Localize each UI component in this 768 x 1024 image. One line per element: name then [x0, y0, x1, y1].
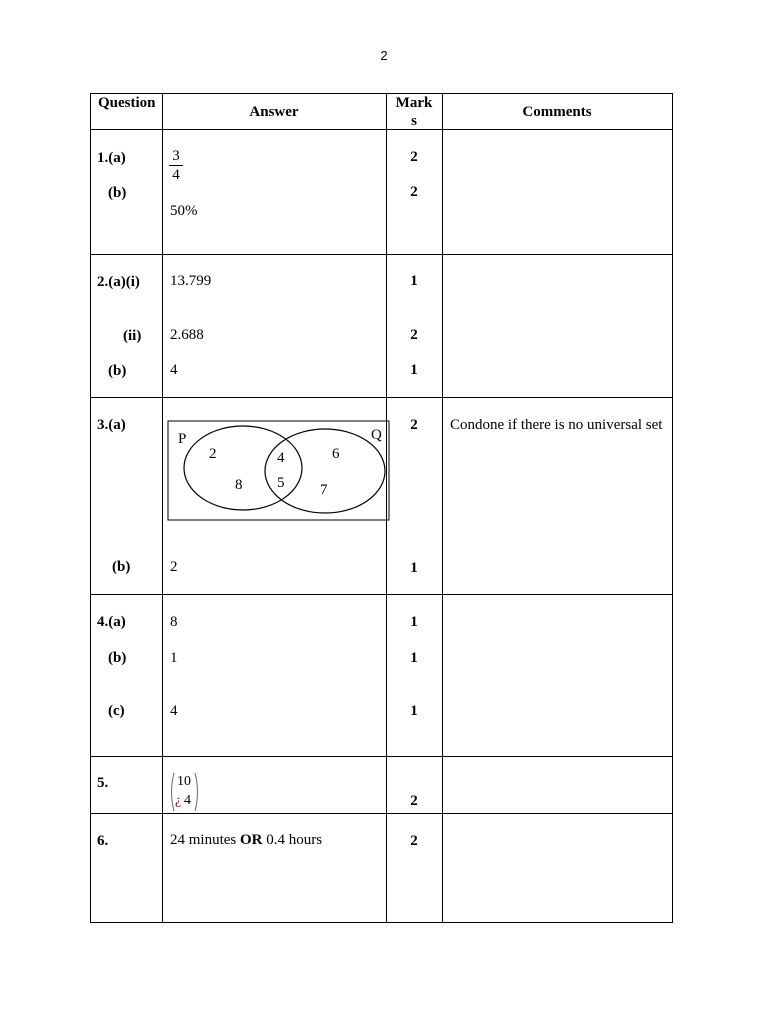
row-divider: [90, 594, 673, 595]
marks-value: 2: [410, 793, 418, 809]
table-border-top: [90, 93, 673, 94]
venn-element: 7: [320, 482, 328, 498]
marks-value: 2: [410, 149, 418, 165]
left-bracket: [172, 773, 175, 811]
marks-value: 2: [410, 417, 418, 433]
header-comments: Comments: [522, 104, 592, 120]
fraction-answer: [169, 148, 183, 183]
column-divider: [162, 93, 163, 923]
fraction-numerator: 3: [172, 148, 180, 164]
question-label: (ii): [123, 328, 142, 344]
set-p-label: P: [178, 431, 187, 447]
header-answer: Answer: [249, 104, 299, 120]
venn-element: 2: [209, 446, 217, 462]
header-marks-line2: s: [411, 113, 417, 129]
fraction-bar: [169, 165, 183, 166]
marks-value: 1: [410, 614, 418, 630]
question-label: (b): [108, 650, 127, 666]
row-divider: [90, 397, 673, 398]
vector-symbol: ¿: [175, 793, 182, 808]
question-label: 6.: [97, 833, 109, 849]
table-border-bottom: [90, 922, 673, 923]
question-label: (b): [108, 185, 127, 201]
venn-element: 5: [277, 475, 285, 491]
venn-element: 8: [235, 477, 243, 493]
venn-element: 4: [277, 450, 285, 466]
venn-diagram: [167, 419, 392, 521]
answer-text: 8: [170, 614, 178, 630]
venn-diagram-svg: [167, 419, 392, 521]
row-divider: [90, 254, 673, 255]
row-divider: [90, 756, 673, 757]
table-border-left: [90, 93, 91, 923]
vector-bottom-value: 4: [184, 793, 191, 808]
answer-part: 24 minutes: [170, 832, 240, 848]
fraction-denominator: 4: [172, 167, 180, 183]
question-label: 4.(a): [97, 614, 126, 630]
page-number: 2: [380, 48, 388, 63]
marks-value: 1: [410, 560, 418, 576]
question-label: (c): [108, 703, 125, 719]
question-label: 1.(a): [97, 150, 126, 166]
answer-text: [170, 831, 322, 849]
row-divider: [90, 813, 673, 814]
header-marks-line1: Mark: [395, 95, 433, 111]
marks-value: 2: [410, 327, 418, 343]
row-divider: [90, 129, 673, 130]
marks-value: 1: [410, 650, 418, 666]
column-divider: [442, 93, 443, 923]
marks-value: 2: [410, 184, 418, 200]
marks-value: 2: [410, 833, 418, 849]
set-q-circle: [265, 429, 385, 513]
answer-part: 0.4 hours: [262, 832, 323, 848]
marks-value: 1: [410, 362, 418, 378]
comment-text: Condone if there is no universal set: [450, 417, 663, 433]
answer-or: OR: [240, 832, 263, 848]
question-label: 5.: [97, 775, 109, 791]
answer-text: 50%: [170, 203, 198, 219]
marks-value: 1: [410, 273, 418, 289]
question-label: (b): [108, 363, 127, 379]
answer-text: 4: [170, 362, 178, 378]
table-border-right: [672, 93, 673, 923]
set-q-label: Q: [371, 427, 382, 443]
venn-element: 6: [332, 446, 340, 462]
question-label: 3.(a): [97, 417, 126, 433]
answer-text: 13.799: [170, 273, 212, 289]
question-label: 2.(a)(i): [97, 274, 140, 290]
header-question: Question: [98, 95, 156, 111]
universal-set-rectangle: [168, 421, 389, 520]
marks-value: 1: [410, 703, 418, 719]
column-vector: [168, 771, 200, 813]
answer-text: 4: [170, 703, 178, 719]
marking-scheme-table: [90, 93, 673, 923]
question-label: (b): [112, 559, 131, 575]
answer-text: 1: [170, 650, 178, 666]
answer-text: 2: [170, 559, 178, 575]
answer-text: 2.688: [170, 327, 204, 343]
set-p-circle: [184, 426, 302, 510]
vector-top-value: 10: [177, 774, 191, 789]
right-bracket: [195, 773, 198, 811]
